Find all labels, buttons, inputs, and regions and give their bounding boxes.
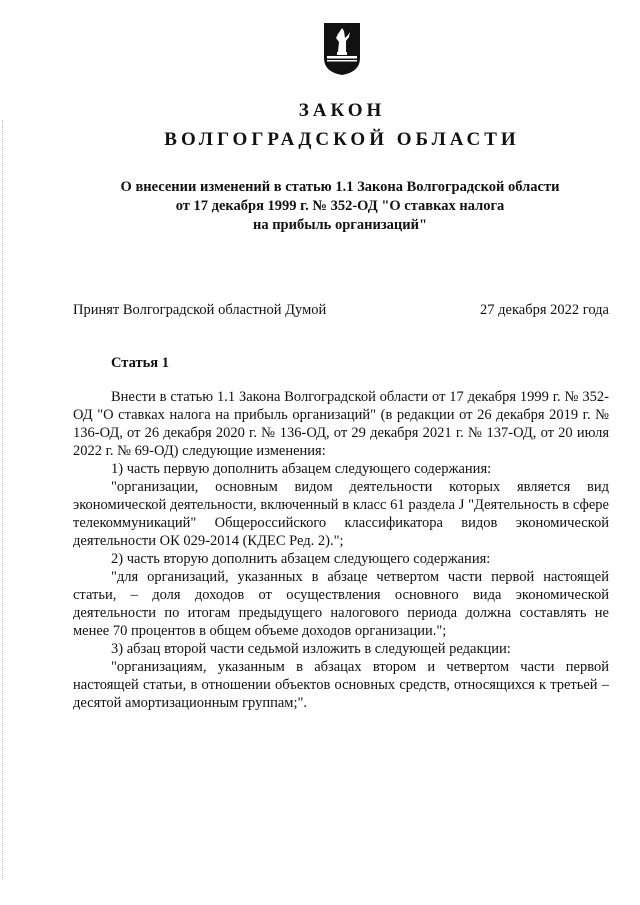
law-subject-line3: на прибыль организаций" bbox=[252, 217, 428, 233]
law-subject-line2: от 17 декабря 1999 г. № 352-ОД "О ставках налога bbox=[175, 198, 505, 214]
adopted-by: Принят Волгоградской областной Думой bbox=[73, 302, 327, 318]
article-paragraph: "для организаций, указанных в абзаце четвертом части первой настоящей статьи, – доля доходов от осуществления основного вида экономической деятельности по итогам предыдущего налогового периода должна составлять не менее 70 процентов в общем объеме доходов организации."; bbox=[73, 569, 609, 639]
article-paragraph: 2) часть вторую дополнить абзацем следующего содержания: bbox=[111, 551, 491, 567]
scan-margin-line bbox=[2, 120, 4, 880]
article-paragraph: "организации, основным видом деятельности которых является вид экономической деятельности, включенный в класс 61 раздела J "Деятельность в сфере телекоммуникаций" Общероссийского классификатора видов экономической деятельности ОК 029-2014 (КДЕС Ред. 2)."; bbox=[73, 479, 609, 549]
article-paragraph: Внести в статью 1.1 Закона Волгоградской области от 17 декабря 1999 г. № 352-ОД "О ставках налога на прибыль организаций" (в редакции от 26 декабря 2019 г. № 136-ОД, от 26 декабря 2020 г. № 136-ОД, от 29 декабря 2021 г. № 137-ОД, от 20 июля 2022 г. № 69-ОД) следующие изменения: bbox=[73, 389, 609, 459]
law-title-line2: ВОЛГОГРАДСКОЙ ОБЛАСТИ bbox=[164, 129, 520, 150]
article-paragraph: 1) часть первую дополнить абзацем следующего содержания: bbox=[111, 461, 492, 477]
article-heading: Статья 1 bbox=[111, 355, 169, 371]
law-subject bbox=[80, 178, 600, 235]
article-paragraph: "организациям, указанным в абзацах втором и четвертом части первой настоящей статьи, в отношении объектов основных средств, относящихся к третьей – десятой амортизационным группам;". bbox=[73, 659, 609, 711]
law-title bbox=[0, 96, 640, 154]
law-title-line1: ЗАКОН bbox=[298, 100, 386, 121]
adoption-date: 27 декабря 2022 года bbox=[480, 302, 609, 318]
law-subject-line1: О внесении изменений в статью 1.1 Закона Волгоградской области bbox=[120, 179, 560, 195]
coat-of-arms-icon bbox=[323, 22, 361, 76]
article-paragraph: 3) абзац второй части седьмой изложить в следующей редакции: bbox=[111, 641, 511, 657]
article-body bbox=[73, 388, 609, 712]
